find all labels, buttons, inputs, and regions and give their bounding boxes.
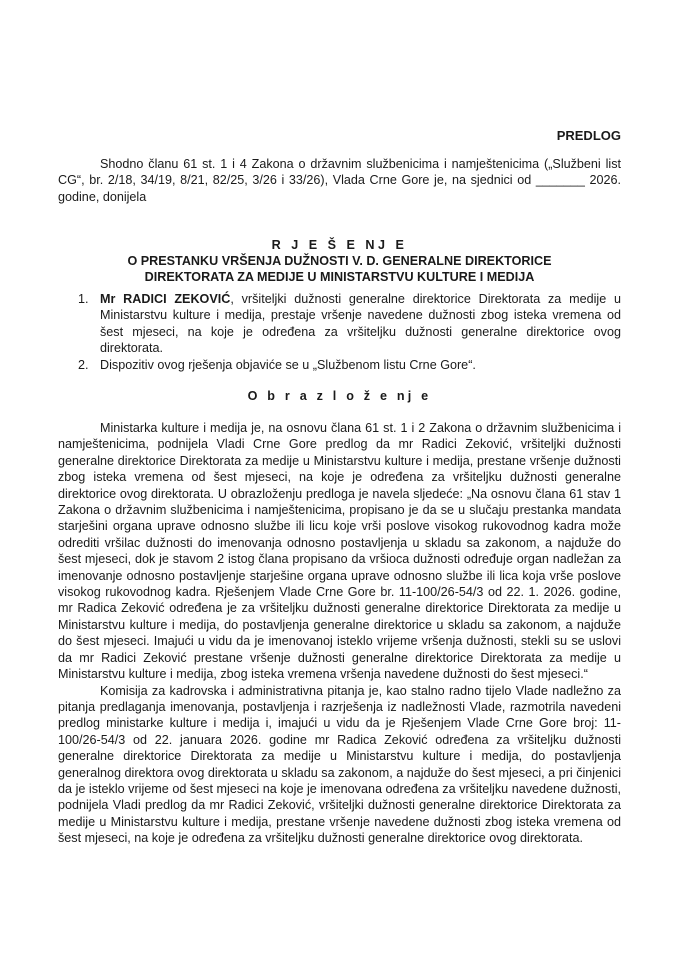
decision-item [58,357,621,373]
decision-subtitle-line-2: DIREKTORATA ZA MEDIJE U MINISTARSTVU KULTURE I MEDIJA [144,270,535,284]
item-bold-name: Mr RADICI ZEKOVIĆ [100,292,231,306]
item-number: 2. [78,357,89,372]
obrazlozenje-body [58,420,621,847]
decision-title: R J E Š E NJ E [271,238,408,252]
decision-heading [58,237,621,285]
predlog-label: PREDLOG [556,128,621,143]
item-text: , vršiteljki dužnosti generalne direktorice Direktorata za medije u Ministarstvu kulture i medija, prestaje vršenje navedene dužnosti zbog isteka vremena od šest mjeseci, na koje je određena za vršiteljku dužnosti generalne direktorice ovog direktorata. [100,292,621,356]
body-paragraph: Komisija za kadrovska i administrativna pitanja je, kao stalno radno tijelo Vlade nadležno za pitanja predlaganja imenovanja, postavljenja i razrješenja iz nadležnosti Vlade, razmotrila navedeni predlog ministarke kulture i medija i, imajući u vidu da je Rješenjem Vlade Crne Gore broj: 11-100/26-54/3 od 22. januara 2026. godine mr Radica Zeković određena za vršiteljku dužnosti generalne direktorice Direktorata za medije u Ministarstvu kulture i medija, do postavljenja generalnog direktora ovog direktorata u skladu sa zakonom, a najduže do šest mjeseci, a pri činjenici da je isteklo vrijeme od šest mjeseci na koje je imenovana određena za vršiteljku navedene dužnosti, podnijela Vladi predlog da mr Radici Zeković, vršiteljki dužnosti generalne direktorice Direktorata za medije u Ministarstvu kulture i medija, prestane vršenje navedene dužnosti zbog isteka vremena od šest mjeseci, na koje je određena za vršiteljku dužnosti generalne direktorice ovog direktorata. [58,683,621,846]
item-text: Dispozitiv ovog rješenja objaviće se u „Službenom listu Crne Gore“. [100,357,476,372]
obrazlozenje-heading: O b r a z l o ž e nj e [247,389,432,403]
item-number: 1. [78,292,89,306]
decision-item [58,291,621,357]
decision-subtitle-line-1: O PRESTANKU VRŠENJA DUŽNOSTI V. D. GENERALNE DIREKTORICE [127,254,552,268]
decision-items-list [58,291,621,373]
intro-paragraph: Shodno članu 61 st. 1 i 4 Zakona o državnim službenicima i namještenicima („Službeni list CG“, br. 2/18, 34/19, 8/21, 82/25, 3/26 i 33/26), Vlada Crne Gore je, na sjednici od _______ 2026. godine, donijela [58,157,621,204]
body-paragraph: Ministarka kulture i medija je, na osnovu člana 61 st. 1 i 2 Zakona o državnim službenicima i namještenicima, podnijela Vladi Crne Gore predlog da mr Radici Zeković, vršiteljki dužnosti generalne direktorice Direktorata za medije u Ministarstvu kulture i medija, prestane vršenje dužnosti zbog isteka vremena od šest mjeseci, na koje je određena za vršiteljku dužnosti generalne direktorice ovog direktorata. U obrazloženju predloga je navela sljedeće: „Na osnovu člana 61 stav 1 Zakona o državnim službenicima i namještenicima, propisano je da se u slučaju prestanka mandata starješini organa uprave odnosno službe ili licu koje vrši poslove visokog rukovodnog kadra može odrediti vršilac dužnosti do imenovanja odnosno postavljenja u skladu sa zakonom, a najduže do šest mjeseci, dok je stavom 2 istog člana propisano da vršioca dužnosti određuje organ nadležan za imenovanje odnosno postavljenje starješine organa uprave odnosno službe ili lica koja vrše poslove visokog rukovodnog kadra. Rješenjem Vlade Crne Gore br. 11-100/26-54/3 od 22. 1. 2026. godine, mr Radica Zeković određena je za vršiteljku dužnosti generalne direktorice Direktorata za medije u Ministarstvu kulture i medija, do postavljenja generalne direktorice u skladu sa zakonom, a najduže do šest mjeseci. Imajući u vidu da je imenovanoj isteklo vrijeme vršenja dužnosti, stekli su se uslovi da mr Radici Zeković prestane vršenje dužnosti generalne direktorice Direktorata za medije u Ministarstvu kulture i medija, zbog isteka vremena vršenja navedene dužnosti do šest mjeseci.“ [58,421,621,682]
